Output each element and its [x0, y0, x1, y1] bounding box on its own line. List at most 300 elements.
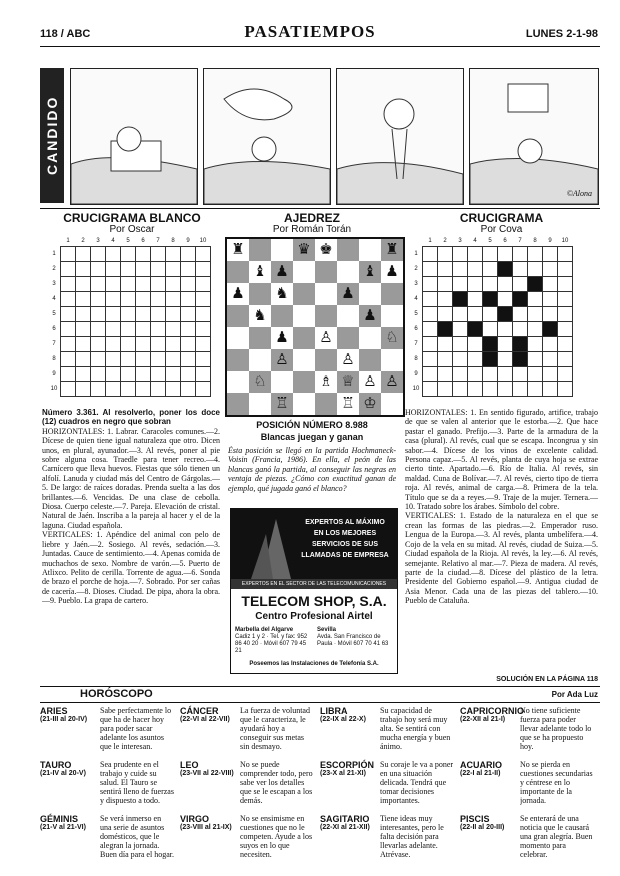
cwb-cell[interactable]	[91, 292, 106, 307]
cwb-cell[interactable]	[106, 307, 121, 322]
cwb-cell[interactable]	[106, 292, 121, 307]
chess-square[interactable]	[337, 305, 359, 327]
cwb-cell[interactable]	[91, 382, 106, 397]
chess-square[interactable]: ♙	[381, 371, 403, 393]
chess-square[interactable]	[249, 393, 271, 415]
cwr-cell[interactable]	[498, 277, 513, 292]
cwr-cell[interactable]	[558, 352, 573, 367]
cwb-cell[interactable]	[181, 247, 196, 262]
cwb-cell[interactable]	[61, 382, 76, 397]
cwb-cell[interactable]	[136, 322, 151, 337]
chess-square[interactable]	[381, 283, 403, 305]
chess-square[interactable]	[249, 349, 271, 371]
cwb-cell[interactable]	[181, 352, 196, 367]
crossword-blanco-clues	[42, 408, 220, 653]
cwr-cell[interactable]	[453, 247, 468, 262]
cwr-cell[interactable]	[483, 322, 498, 337]
cwb-col-label: 10	[199, 238, 207, 244]
sign-text: Tiene ideas muy interesantes, pero le falta decisión para llevarlas adelante. Atrévase.	[380, 814, 444, 859]
cwr-cell[interactable]	[453, 307, 468, 322]
cwr-cell[interactable]	[483, 337, 498, 352]
cwr-cell[interactable]	[513, 262, 528, 277]
cwb-cell[interactable]	[196, 337, 211, 352]
chess-square[interactable]: ♕	[337, 371, 359, 393]
cwb-cell[interactable]	[181, 277, 196, 292]
chess-square[interactable]	[271, 239, 293, 261]
cwr-cell[interactable]	[543, 382, 558, 397]
cwb-cell[interactable]	[106, 367, 121, 382]
cwb-cell[interactable]	[121, 307, 136, 322]
cwb-cell[interactable]	[61, 262, 76, 277]
cwr-cell[interactable]	[423, 262, 438, 277]
cwr-cell[interactable]	[423, 247, 438, 262]
cwb-cell[interactable]	[136, 307, 151, 322]
cwb-cell[interactable]	[91, 307, 106, 322]
cwr-cell[interactable]	[528, 367, 543, 382]
cwr-cell[interactable]	[468, 292, 483, 307]
cwr-cell[interactable]	[498, 262, 513, 277]
cwr-cell[interactable]	[453, 352, 468, 367]
cwr-cell[interactable]	[483, 352, 498, 367]
cwr-cell[interactable]	[543, 262, 558, 277]
cwb-cell[interactable]	[106, 247, 121, 262]
chess-square[interactable]: ♙	[363, 374, 377, 390]
comic-drawing-1	[71, 69, 197, 204]
cwb-cell[interactable]	[91, 247, 106, 262]
cwr-cell[interactable]	[558, 277, 573, 292]
cwr-cell[interactable]	[423, 307, 438, 322]
cwb-cell[interactable]	[136, 367, 151, 382]
cwb-cell[interactable]	[106, 262, 121, 277]
cwb-cell[interactable]	[151, 277, 166, 292]
cwr-cell[interactable]	[483, 262, 498, 277]
cwr-cell[interactable]	[543, 352, 558, 367]
cwr-cell[interactable]	[468, 382, 483, 397]
chess-square[interactable]	[359, 239, 381, 261]
chess-square[interactable]: ♙	[271, 349, 293, 371]
cwr-cell[interactable]	[423, 367, 438, 382]
cwr-cell[interactable]	[453, 322, 468, 337]
cwr-cell[interactable]	[423, 352, 438, 367]
cwb-cell[interactable]	[121, 367, 136, 382]
cwr-cell[interactable]	[513, 352, 528, 367]
chess-square[interactable]	[315, 283, 337, 305]
cwr-cell[interactable]	[438, 307, 453, 322]
cwr-cell[interactable]	[513, 382, 528, 397]
cwb-cell[interactable]	[196, 247, 211, 262]
cwr-cell[interactable]	[528, 307, 543, 322]
cwb-cell[interactable]	[196, 382, 211, 397]
cwb-cell[interactable]	[76, 382, 91, 397]
cwr-cell[interactable]	[513, 367, 528, 382]
cwr-cell[interactable]	[513, 307, 528, 322]
cwr-cell[interactable]	[558, 382, 573, 397]
cwr-cell[interactable]	[528, 277, 543, 292]
chess-square[interactable]: ♜	[381, 239, 403, 261]
cwr-cell[interactable]	[498, 352, 513, 367]
cwb-cell[interactable]	[181, 262, 196, 277]
cwr-cell[interactable]	[558, 247, 573, 262]
cwb-cell[interactable]	[136, 382, 151, 397]
chess-square[interactable]	[381, 349, 403, 371]
cwr-cell[interactable]	[558, 262, 573, 277]
cwr-cell[interactable]	[543, 337, 558, 352]
chess-square[interactable]	[315, 349, 337, 371]
cwb-cell[interactable]	[121, 322, 136, 337]
sign-text: Se verá inmerso en una serie de asuntos domésticos, que le alegran la jornada. Buen día para el hogar.	[100, 814, 174, 859]
cwr-cell[interactable]	[543, 247, 558, 262]
cwb-cell[interactable]	[61, 367, 76, 382]
cwb-cell[interactable]	[106, 382, 121, 397]
cwr-cell[interactable]	[528, 352, 543, 367]
chess-square[interactable]: ♝	[359, 261, 381, 283]
cwb-cell[interactable]	[136, 292, 151, 307]
cwr-cell[interactable]	[543, 322, 558, 337]
cwb-cell[interactable]	[121, 277, 136, 292]
chess-note: Ésta posición se llegó en la partida Hochmaneck-Voisin (Francia, 1986). En ella, el peón de las blancas ganó la partida, al conseguir las negras en ventaja de piezas. ¿Cómo con exactitud ganan de ejemplo, qué jugada ganó el blanco?	[228, 446, 396, 493]
chess-square[interactable]	[227, 371, 249, 393]
cwr-cell[interactable]	[423, 292, 438, 307]
cwr-cell[interactable]	[543, 307, 558, 322]
cwr-cell[interactable]	[528, 247, 543, 262]
comic-panel-1	[70, 68, 198, 205]
ad-left-address: Cadiz 1 y 2 · Tel. y fax: 952 86 40 20 · Móvil 607 79 45 21	[235, 634, 308, 654]
cwr-cell[interactable]	[453, 382, 468, 397]
cwb-cell[interactable]	[181, 367, 196, 382]
cwr-cell[interactable]	[498, 292, 513, 307]
sign-name: LIBRA	[320, 706, 348, 716]
cwr-cell[interactable]	[438, 247, 453, 262]
chess-square[interactable]	[227, 305, 249, 327]
cwb-cell[interactable]	[91, 277, 106, 292]
cwb-cell[interactable]	[121, 247, 136, 262]
cwb-cell[interactable]	[181, 337, 196, 352]
cwb-cell[interactable]	[181, 322, 196, 337]
sign-name: ACUARIO	[460, 760, 502, 770]
cwr-cell[interactable]	[498, 247, 513, 262]
chess-square[interactable]: ♚	[319, 242, 333, 258]
chess-square[interactable]: ♟	[337, 283, 359, 305]
cwb-cell[interactable]	[61, 352, 76, 367]
cwr-cell[interactable]	[468, 322, 483, 337]
cwr-cell[interactable]	[423, 322, 438, 337]
cwb-cell[interactable]	[196, 322, 211, 337]
chess-square[interactable]: ♟	[275, 330, 289, 346]
chess-square[interactable]	[293, 261, 315, 283]
cwr-cell[interactable]	[558, 337, 573, 352]
chess-square[interactable]: ♛	[293, 239, 315, 261]
cwb-cell[interactable]	[151, 262, 166, 277]
cwb-cell[interactable]	[151, 352, 166, 367]
cwb-cell[interactable]	[196, 352, 211, 367]
cwb-cell[interactable]	[151, 307, 166, 322]
chess-square[interactable]	[249, 239, 271, 261]
cwr-cell[interactable]	[453, 367, 468, 382]
comic-signature: ©Alona	[566, 189, 592, 198]
cwr-cell[interactable]	[438, 352, 453, 367]
chess-square[interactable]	[227, 393, 249, 415]
cwb-cell[interactable]	[61, 307, 76, 322]
cwr-cell[interactable]	[453, 292, 468, 307]
cwb-col-label: 4	[111, 238, 115, 244]
cwr-cell[interactable]	[498, 367, 513, 382]
cwr-cell[interactable]	[438, 262, 453, 277]
cwb-cell[interactable]	[91, 352, 106, 367]
cwb-cell[interactable]	[166, 292, 181, 307]
cwr-cell[interactable]	[483, 367, 498, 382]
cwr-cell[interactable]	[558, 367, 573, 382]
crossword-blanco-title: CRUCIGRAMA BLANCO	[63, 211, 201, 225]
cwr-cell[interactable]	[513, 277, 528, 292]
cwr-cell[interactable]	[468, 277, 483, 292]
cwb-cell[interactable]	[121, 382, 136, 397]
chess-square[interactable]: ♘	[381, 327, 403, 349]
cwr-cell[interactable]	[438, 322, 453, 337]
chess-square[interactable]: ♔	[359, 393, 381, 415]
chess-square[interactable]: ♟	[385, 264, 399, 280]
cwr-cell[interactable]	[438, 337, 453, 352]
cwb-cell[interactable]	[76, 352, 91, 367]
telecom-ad	[230, 508, 398, 674]
cwb-cell[interactable]	[181, 382, 196, 397]
chess-square[interactable]	[315, 261, 337, 283]
cwb-cell[interactable]	[136, 262, 151, 277]
cwr-cell[interactable]	[513, 247, 528, 262]
cwb-cell[interactable]	[106, 277, 121, 292]
cwb-cell[interactable]	[61, 247, 76, 262]
cwb-cell[interactable]	[136, 352, 151, 367]
cwb-cell[interactable]	[76, 292, 91, 307]
cwr-cell[interactable]	[468, 262, 483, 277]
sign-dates: (21-IV al 20-V)	[40, 770, 86, 777]
chess-square[interactable]	[315, 305, 337, 327]
cwr-cell[interactable]	[483, 292, 498, 307]
cwb-cell[interactable]	[166, 307, 181, 322]
cwb-cell[interactable]	[61, 277, 76, 292]
chess-square[interactable]: ♟	[271, 261, 293, 283]
horoscope-sign	[320, 760, 456, 812]
cwb-col-label: 2	[81, 238, 85, 244]
cwr-cell[interactable]	[468, 247, 483, 262]
cwb-cell[interactable]	[76, 262, 91, 277]
cwr-cell[interactable]	[468, 307, 483, 322]
cwb-cell[interactable]	[151, 337, 166, 352]
cwb-cell[interactable]	[151, 292, 166, 307]
cwr-cell[interactable]	[558, 322, 573, 337]
cwb-cell[interactable]	[166, 247, 181, 262]
chess-square[interactable]	[337, 327, 359, 349]
horoscope-sign	[180, 814, 316, 866]
cwb-cell[interactable]	[151, 322, 166, 337]
sign-name: CÁNCER	[180, 706, 219, 716]
cwr-cell[interactable]	[468, 352, 483, 367]
cwb-cell[interactable]	[151, 367, 166, 382]
chess-square[interactable]: ♞	[275, 286, 289, 302]
cwb-cell[interactable]	[91, 322, 106, 337]
cwr-cell[interactable]	[558, 307, 573, 322]
cwb-cell[interactable]	[196, 277, 211, 292]
chess-square[interactable]	[249, 327, 271, 349]
cwr-cell[interactable]	[483, 247, 498, 262]
chess-square[interactable]	[293, 393, 315, 415]
sign-dates: (22-VI al 22-VII)	[180, 716, 230, 723]
sign-text: Sea prudente en el trabajo y cuide su salud. El Tauro se sentirá lleno de fuerzas y dispuesto a todo.	[100, 760, 174, 805]
cwr-cell[interactable]	[543, 292, 558, 307]
cwr-cell[interactable]	[513, 292, 528, 307]
cwb-cell[interactable]	[121, 352, 136, 367]
chess-square[interactable]	[227, 349, 249, 371]
sign-name: SAGITARIO	[320, 814, 370, 824]
chess-square[interactable]	[293, 349, 315, 371]
sign-dates: (22-II al 20-III)	[460, 824, 505, 831]
cwr-cell[interactable]	[453, 262, 468, 277]
cwr-cell[interactable]	[423, 337, 438, 352]
cwr-cell[interactable]	[483, 307, 498, 322]
cwb-cell[interactable]	[136, 337, 151, 352]
cwb-cell[interactable]	[196, 307, 211, 322]
cwr-cell[interactable]	[558, 292, 573, 307]
crossword-blanco-author: Por Oscar	[109, 224, 155, 235]
cwb-cell[interactable]	[196, 292, 211, 307]
chess-square[interactable]	[359, 327, 381, 349]
cwb-cell[interactable]	[166, 367, 181, 382]
ad-company: TELECOM SHOP, S.A.	[241, 593, 387, 609]
cwr-cell[interactable]	[498, 382, 513, 397]
cwb-cell[interactable]	[106, 352, 121, 367]
chess-square[interactable]	[293, 305, 315, 327]
cwb-cell[interactable]	[181, 307, 196, 322]
chess-square[interactable]	[337, 261, 359, 283]
cwb-cell[interactable]	[121, 337, 136, 352]
cwb-cell[interactable]	[91, 367, 106, 382]
cwb-cell[interactable]	[76, 277, 91, 292]
chess-square[interactable]: ♞	[253, 308, 267, 324]
cwr-cell[interactable]	[543, 367, 558, 382]
chess-square[interactable]	[293, 371, 315, 393]
cwb-cell[interactable]	[76, 307, 91, 322]
cwr-cell[interactable]	[498, 337, 513, 352]
cwr-cell[interactable]	[468, 367, 483, 382]
chess-square[interactable]	[293, 283, 315, 305]
cwb-cell[interactable]	[196, 262, 211, 277]
chess-square[interactable]	[315, 393, 337, 415]
chess-square[interactable]	[271, 371, 293, 393]
cwb-cell[interactable]	[151, 247, 166, 262]
chess-square[interactable]	[293, 327, 315, 349]
page-number: 118 / ABC	[40, 28, 91, 40]
cwr-cell[interactable]	[498, 307, 513, 322]
cwr-cell[interactable]	[528, 262, 543, 277]
cwb-cell[interactable]	[166, 352, 181, 367]
chess-square[interactable]	[337, 239, 359, 261]
chess-square[interactable]: ♟	[359, 305, 381, 327]
cwr-row-label: 8	[414, 356, 418, 362]
chess-square[interactable]	[271, 305, 293, 327]
cwb-col-label: 9	[186, 238, 190, 244]
chess-square[interactable]	[381, 393, 403, 415]
chess-square[interactable]	[249, 283, 271, 305]
ad-line-1: EXPERTOS AL MÁXIMO	[305, 519, 385, 526]
cwr-cell[interactable]	[423, 382, 438, 397]
cwr-cell[interactable]	[543, 277, 558, 292]
cwb-cell[interactable]	[166, 382, 181, 397]
cwb-cell[interactable]	[106, 322, 121, 337]
chess-square[interactable]	[359, 349, 381, 371]
sign-text: No se puede comprender todo, pero sabe ver los detalles que se le escapan a los demás.	[240, 760, 313, 805]
cwb-cell[interactable]	[106, 337, 121, 352]
cwb-cell[interactable]	[121, 262, 136, 277]
chess-square[interactable]	[227, 261, 249, 283]
chess-square[interactable]	[227, 327, 249, 349]
cwr-cell[interactable]	[438, 292, 453, 307]
cwr-cell[interactable]	[438, 382, 453, 397]
cwb-cell[interactable]	[61, 322, 76, 337]
cwr-cell[interactable]	[513, 322, 528, 337]
chess-square[interactable]: ♖	[341, 396, 355, 412]
chess-square[interactable]: ♙	[319, 330, 333, 346]
cwb-cell[interactable]	[91, 262, 106, 277]
sign-text: Sabe perfectamente lo que ha de hacer hoy para poder sacar adelante los asuntos que le interesan.	[100, 706, 172, 751]
sign-name: ARIES	[40, 706, 68, 716]
cwr-cell[interactable]	[528, 337, 543, 352]
cwr-cell[interactable]	[423, 277, 438, 292]
cwr-cell[interactable]	[528, 322, 543, 337]
comic-panel-3	[336, 68, 464, 205]
cwb-cell[interactable]	[136, 247, 151, 262]
cwb-cell[interactable]	[196, 367, 211, 382]
cwb-cell[interactable]	[166, 322, 181, 337]
cwb-cell[interactable]	[61, 337, 76, 352]
chess-square[interactable]	[381, 305, 403, 327]
cwr-cell[interactable]	[438, 367, 453, 382]
cwr-cell[interactable]	[453, 277, 468, 292]
cwb-cell[interactable]	[76, 247, 91, 262]
cwb-cell[interactable]	[61, 292, 76, 307]
sign-dates: (23-VIII al 21-IX)	[180, 824, 232, 831]
cwr-cell[interactable]	[498, 322, 513, 337]
cwr-cell[interactable]	[453, 337, 468, 352]
cwb-cell[interactable]	[166, 262, 181, 277]
cwb-cell[interactable]	[121, 292, 136, 307]
chess-square[interactable]: ♝	[253, 264, 267, 280]
chess-square[interactable]: ♘	[249, 371, 271, 393]
cwr-cell[interactable]	[483, 382, 498, 397]
chess-square[interactable]: ♖	[271, 393, 293, 415]
chess-square[interactable]: ♗	[319, 374, 333, 390]
cwb-cell[interactable]	[76, 367, 91, 382]
cwb-cell[interactable]	[166, 337, 181, 352]
cwb-col-label: 8	[171, 238, 175, 244]
cwb-cell[interactable]	[166, 277, 181, 292]
cwb-cell[interactable]	[76, 337, 91, 352]
cwr-cell[interactable]	[528, 292, 543, 307]
cwb-cell[interactable]	[91, 337, 106, 352]
chess-square[interactable]: ♟	[231, 286, 245, 302]
cwr-cell[interactable]	[468, 337, 483, 352]
cwb-cell[interactable]	[181, 292, 196, 307]
chess-square[interactable]: ♙	[341, 352, 355, 368]
cwr-cell[interactable]	[528, 382, 543, 397]
cwr-cell[interactable]	[483, 277, 498, 292]
cwb-cell[interactable]	[136, 277, 151, 292]
cwb-cell[interactable]	[151, 382, 166, 397]
chess-square[interactable]	[359, 283, 381, 305]
cwb-cell[interactable]	[76, 322, 91, 337]
cwr-cell[interactable]	[438, 277, 453, 292]
chess-square[interactable]: ♜	[231, 242, 245, 258]
horoscope-sign	[320, 814, 456, 866]
cwr-cell[interactable]	[513, 337, 528, 352]
